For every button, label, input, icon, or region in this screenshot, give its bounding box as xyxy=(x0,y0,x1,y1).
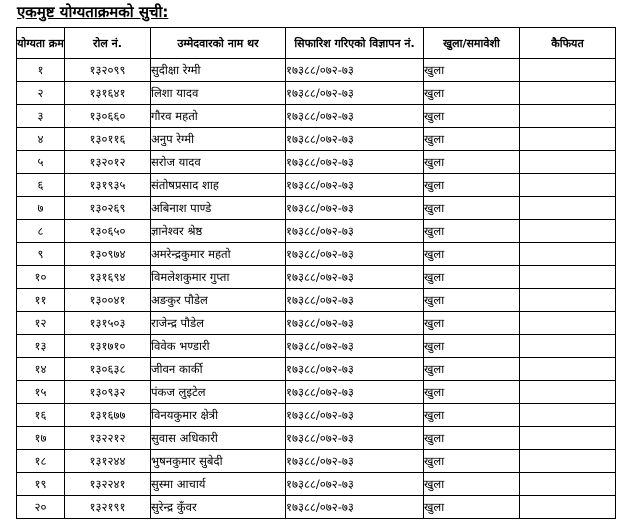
list-title: एकमुष्ट योग्यताक्रमको सुची: xyxy=(17,3,169,21)
notice-number-cell: १७३८८/०७२-७३ xyxy=(286,427,424,450)
table-row xyxy=(17,82,616,105)
table-row xyxy=(17,197,616,220)
rank-cell: ७ xyxy=(17,197,65,220)
rank-cell: ३ xyxy=(17,105,65,128)
rank-cell: १५ xyxy=(17,381,65,404)
category-cell: खुला xyxy=(424,243,520,266)
notice-number-cell: १७३८८/०७२-७३ xyxy=(286,105,424,128)
table-row xyxy=(17,427,616,450)
notice-number-cell: १७३८८/०७२-७३ xyxy=(286,496,424,519)
remarks-cell xyxy=(520,381,616,404)
remarks-cell xyxy=(520,358,616,381)
category-cell: खुला xyxy=(424,381,520,404)
category-cell: खुला xyxy=(424,450,520,473)
category-cell: खुला xyxy=(424,174,520,197)
candidate-name-cell: अमरेन्द्रकुमार महतो xyxy=(151,243,286,266)
remarks-cell xyxy=(520,473,616,496)
rank-cell: ११ xyxy=(17,289,65,312)
rank-cell: १८ xyxy=(17,450,65,473)
roll-number-cell: १३२२१२ xyxy=(65,427,151,450)
candidate-name-cell: भुषनकुमार सुबेदी xyxy=(151,450,286,473)
roll-number-cell: १३०६६० xyxy=(65,105,151,128)
candidate-name-cell: संतोषप्रसाद शाह xyxy=(151,174,286,197)
remarks-cell xyxy=(520,289,616,312)
notice-number-cell: १७३८८/०७२-७३ xyxy=(286,381,424,404)
roll-number-cell: १३०९७४ xyxy=(65,243,151,266)
rank-cell: १७ xyxy=(17,427,65,450)
remarks-cell xyxy=(520,427,616,450)
remarks-cell xyxy=(520,105,616,128)
table-row xyxy=(17,266,616,289)
table-row xyxy=(17,381,616,404)
candidate-name-cell: पंकज लुइटेल xyxy=(151,381,286,404)
table-row xyxy=(17,59,616,82)
roll-number-cell: १३१६९४ xyxy=(65,266,151,289)
remarks-cell xyxy=(520,404,616,427)
category-cell: खुला xyxy=(424,312,520,335)
roll-number-cell: १३०२६९ xyxy=(65,197,151,220)
roll-number-cell: १३१९३५ xyxy=(65,174,151,197)
category-cell: खुला xyxy=(424,266,520,289)
category-cell: खुला xyxy=(424,427,520,450)
category-cell: खुला xyxy=(424,496,520,519)
remarks-cell xyxy=(520,312,616,335)
roll-number-cell: १३०९३२ xyxy=(65,381,151,404)
table-row xyxy=(17,450,616,473)
rank-cell: ४ xyxy=(17,128,65,151)
remarks-cell xyxy=(520,174,616,197)
category-cell: खुला xyxy=(424,473,520,496)
remarks-cell xyxy=(520,450,616,473)
remarks-cell xyxy=(520,151,616,174)
table-row xyxy=(17,312,616,335)
rank-cell: २० xyxy=(17,496,65,519)
roll-number-cell: १३२०९९ xyxy=(65,59,151,82)
table-row xyxy=(17,358,616,381)
notice-number-cell: १७३८८/०७२-७३ xyxy=(286,473,424,496)
notice-number-cell: १७३८८/०७२-७३ xyxy=(286,312,424,335)
candidate-name-cell: विवेक भण्डारी xyxy=(151,335,286,358)
table-row xyxy=(17,289,616,312)
candidate-name-cell: गौरव महतो xyxy=(151,105,286,128)
rank-cell: २ xyxy=(17,82,65,105)
category-cell: खुला xyxy=(424,151,520,174)
notice-number-cell: १७३८८/०७२-७३ xyxy=(286,82,424,105)
candidate-name-cell: अनुप रेग्मी xyxy=(151,128,286,151)
notice-number-cell: १७३८८/०७२-७३ xyxy=(286,358,424,381)
table-row xyxy=(17,128,616,151)
notice-number-cell: १७३८८/०७२-७३ xyxy=(286,128,424,151)
category-cell: खुला xyxy=(424,128,520,151)
notice-number-cell: १७३८८/०७२-७३ xyxy=(286,243,424,266)
table-row xyxy=(17,243,616,266)
table-row xyxy=(17,151,616,174)
roll-number-cell: १३०६३८ xyxy=(65,358,151,381)
notice-number-cell: १७३८८/०७२-७३ xyxy=(286,220,424,243)
category-cell: खुला xyxy=(424,335,520,358)
candidate-name-cell: सुदीक्षा रेग्मी xyxy=(151,59,286,82)
roll-number-cell: १३१६७७ xyxy=(65,404,151,427)
roll-number-cell: १३२०१२ xyxy=(65,151,151,174)
table-header-row xyxy=(17,28,616,59)
category-cell: खुला xyxy=(424,404,520,427)
rank-cell: ६ xyxy=(17,174,65,197)
notice-number-cell: १७३८८/०७२-७३ xyxy=(286,404,424,427)
remarks-cell xyxy=(520,59,616,82)
rank-cell: १२ xyxy=(17,312,65,335)
remarks-cell xyxy=(520,197,616,220)
rank-cell: ८ xyxy=(17,220,65,243)
table-row xyxy=(17,473,616,496)
category-cell: खुला xyxy=(424,105,520,128)
roll-number-cell: १३१७१० xyxy=(65,335,151,358)
rank-cell: १ xyxy=(17,59,65,82)
roll-number-cell: १३१५०३ xyxy=(65,312,151,335)
category-cell: खुला xyxy=(424,197,520,220)
table-row xyxy=(17,335,616,358)
table-row xyxy=(17,220,616,243)
header-rank: योग्यता क्रम xyxy=(17,28,65,59)
merit-list-table xyxy=(16,27,616,519)
roll-number-cell: १३०६५० xyxy=(65,220,151,243)
rank-cell: १० xyxy=(17,266,65,289)
candidate-name-cell: लिशा यादव xyxy=(151,82,286,105)
candidate-name-cell: अङकुर पौडेल xyxy=(151,289,286,312)
remarks-cell xyxy=(520,243,616,266)
candidate-name-cell: ज्ञानेश्वर श्रेष्ठ xyxy=(151,220,286,243)
category-cell: खुला xyxy=(424,82,520,105)
candidate-name-cell: सरोज यादव xyxy=(151,151,286,174)
candidate-name-cell: अबिनाश पाण्डे xyxy=(151,197,286,220)
roll-number-cell: १३००४१ xyxy=(65,289,151,312)
remarks-cell xyxy=(520,496,616,519)
notice-number-cell: १७३८८/०७२-७३ xyxy=(286,151,424,174)
candidate-name-cell: विनयकुमार क्षेत्री xyxy=(151,404,286,427)
remarks-cell xyxy=(520,82,616,105)
roll-number-cell: १३०११६ xyxy=(65,128,151,151)
roll-number-cell: १३२२४१ xyxy=(65,473,151,496)
notice-number-cell: १७३८८/०७२-७३ xyxy=(286,266,424,289)
table-row xyxy=(17,174,616,197)
category-cell: खुला xyxy=(424,59,520,82)
header-category: खुला/समावेशी xyxy=(424,28,520,59)
candidate-name-cell: विमलेशकुमार गुप्ता xyxy=(151,266,286,289)
candidate-name-cell: राजेन्द्र पौडेल xyxy=(151,312,286,335)
notice-number-cell: १७३८८/०७२-७३ xyxy=(286,289,424,312)
rank-cell: १६ xyxy=(17,404,65,427)
notice-number-cell: १७३८८/०७२-७३ xyxy=(286,335,424,358)
candidate-name-cell: सुस्मा आचार्य xyxy=(151,473,286,496)
category-cell: खुला xyxy=(424,289,520,312)
remarks-cell xyxy=(520,128,616,151)
candidate-name-cell: सुरेन्द्र कुँवर xyxy=(151,496,286,519)
table-row xyxy=(17,105,616,128)
roll-number-cell: १३१६४१ xyxy=(65,82,151,105)
roll-number-cell: १३१२४४ xyxy=(65,450,151,473)
table-body xyxy=(17,59,616,519)
table-row xyxy=(17,496,616,519)
remarks-cell xyxy=(520,266,616,289)
rank-cell: १४ xyxy=(17,358,65,381)
notice-number-cell: १७३८८/०७२-७३ xyxy=(286,174,424,197)
remarks-cell xyxy=(520,220,616,243)
header-notice-number: सिफारिश गरिएको विज्ञापन नं. xyxy=(286,28,424,59)
notice-number-cell: १७३८८/०७२-७३ xyxy=(286,197,424,220)
rank-cell: १९ xyxy=(17,473,65,496)
category-cell: खुला xyxy=(424,358,520,381)
notice-number-cell: १७३८८/०७२-७३ xyxy=(286,450,424,473)
remarks-cell xyxy=(520,335,616,358)
header-remarks: कैफियत xyxy=(520,28,616,59)
rank-cell: ५ xyxy=(17,151,65,174)
rank-cell: १३ xyxy=(17,335,65,358)
candidate-name-cell: जीवन कार्की xyxy=(151,358,286,381)
notice-number-cell: १७३८८/०७२-७३ xyxy=(286,59,424,82)
candidate-name-cell: सुवास अधिकारी xyxy=(151,427,286,450)
rank-cell: ९ xyxy=(17,243,65,266)
category-cell: खुला xyxy=(424,220,520,243)
header-candidate-name: उम्मेदवारको नाम थर xyxy=(151,28,286,59)
table-row xyxy=(17,404,616,427)
roll-number-cell: १३२१९१ xyxy=(65,496,151,519)
header-roll-number: रोल नं. xyxy=(65,28,151,59)
